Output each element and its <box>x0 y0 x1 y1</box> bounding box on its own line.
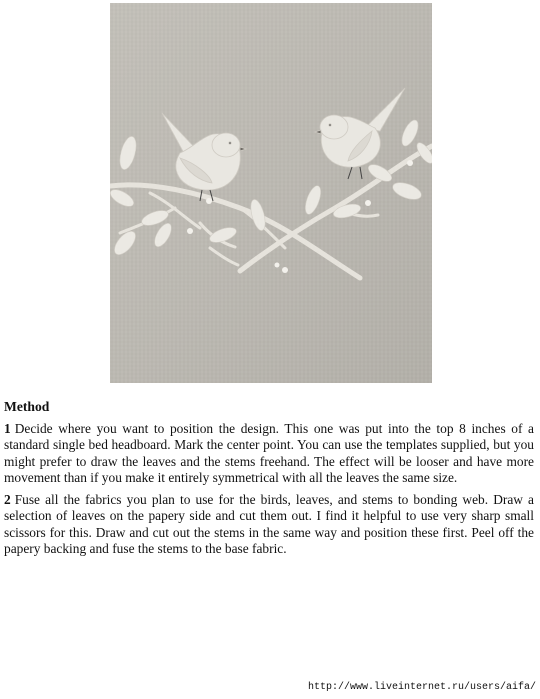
step-number: 2 <box>4 491 11 507</box>
step-number: 1 <box>4 420 11 436</box>
paragraph-2 <box>4 492 534 558</box>
section-heading: Method <box>4 399 50 414</box>
footer-url: http://www.liveinternet.ru/users/aifa/ <box>307 682 536 693</box>
embroidery-photo <box>110 3 432 383</box>
method-section <box>4 399 534 563</box>
step-text: Fuse all the fabrics you plan to use for the birds, leaves, and stems to bonding web. Draw a selection of leaves on the papery side and cut them out. I find it helpful to use very sharp small scissors for this. Draw and cut out the stems in the same way and position these first. Peel off the papery backing and fuse the stems to the base fabric. <box>4 491 534 556</box>
paragraph-1 <box>4 421 534 487</box>
step-text: Decide where you want to position the design. This one was put into the top 8 inches of a standard single bed headboard. Mark the center point. You can use the templates supplied, but you might prefer to draw the leaves and the stems freehand. The effect will be looser and have more movement than if you make it entirely symmetrical with all the leaves the same size. <box>4 420 534 485</box>
